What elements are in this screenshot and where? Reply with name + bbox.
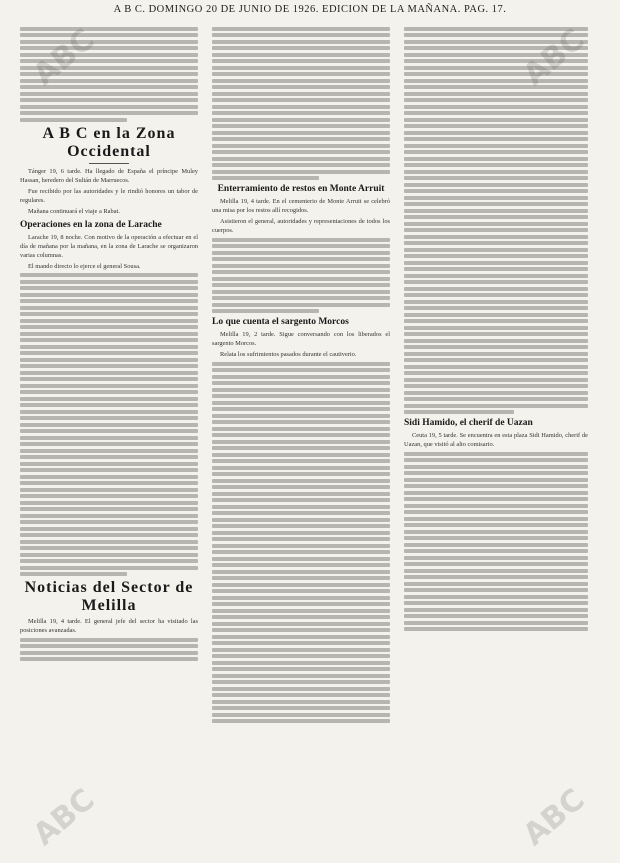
article-paragraph: Mañana continuará el viaje a Rabat. [28,207,120,215]
article-paragraph: Fue recibido por las autoridades y le rindió honores un tabor de regulares. [20,187,198,204]
section-heading: Lo que cuenta el sargento Morcos [212,317,349,327]
column-2 [212,24,390,726]
watermark-logo: ABC [26,22,102,93]
article-paragraph: El mando directo lo ejerce el general Sousa. [28,262,141,270]
section-heading: Sidi Hamido, el cherif de Uazan [404,418,533,428]
article-paragraph: Melilla 19, 4 tarde. En el cementerio de Monte Arruit se celebró una misa por los restos allí recogidos. [212,198,390,214]
watermark-logo: ABC [516,22,592,93]
section-heading: A B C en la Zona Occidental [42,124,176,160]
article-paragraph: Melilla 19, 4 tarde. El general jefe del sector ha visitado las posiciones avanzadas. [20,618,198,634]
article-paragraph: Melilla 19, 2 tarde. Sigue conversando con los liberados el sargento Morcos. [212,331,390,347]
section-heading: Noticias del Sector de Melilla [24,579,194,614]
column-1 [20,24,198,664]
article-paragraph: Tánger 19, 6 tarde. Ha llegado de España el príncipe Muley Hassan, heredero del Sultán de Marruecos. [20,167,198,184]
article-paragraph: Relata los sufrimientos pasados durante el cautiverio. [220,351,357,358]
article-paragraph: Asistieron el general, autoridades y representaciones de todos los cuerpos. [212,218,390,234]
article-paragraph: Ceuta 19, 5 tarde. Se encuentra en esta plaza Sidi Hamido, cherif de Uazan, que visitó al alto comisario. [404,432,588,448]
watermark-logo: ABC [26,782,102,853]
page-header: A B C. DOMINGO 20 DE JUNIO DE 1926. EDICION DE LA MAÑANA. PAG. 17. [113,4,507,15]
watermark-logo: ABC [516,782,592,853]
column-3 [404,24,588,634]
article-paragraph: Larache 19, 8 noche. Con motivo de la operación a efectuar en el día de mañana por la mañana, en la zona de Larache se organizaron varias columnas. [20,233,198,259]
divider [89,163,129,164]
section-heading: Enterramiento de restos en Monte Arruit [217,184,385,194]
section-heading: Operaciones en la zona de Larache [20,219,162,230]
